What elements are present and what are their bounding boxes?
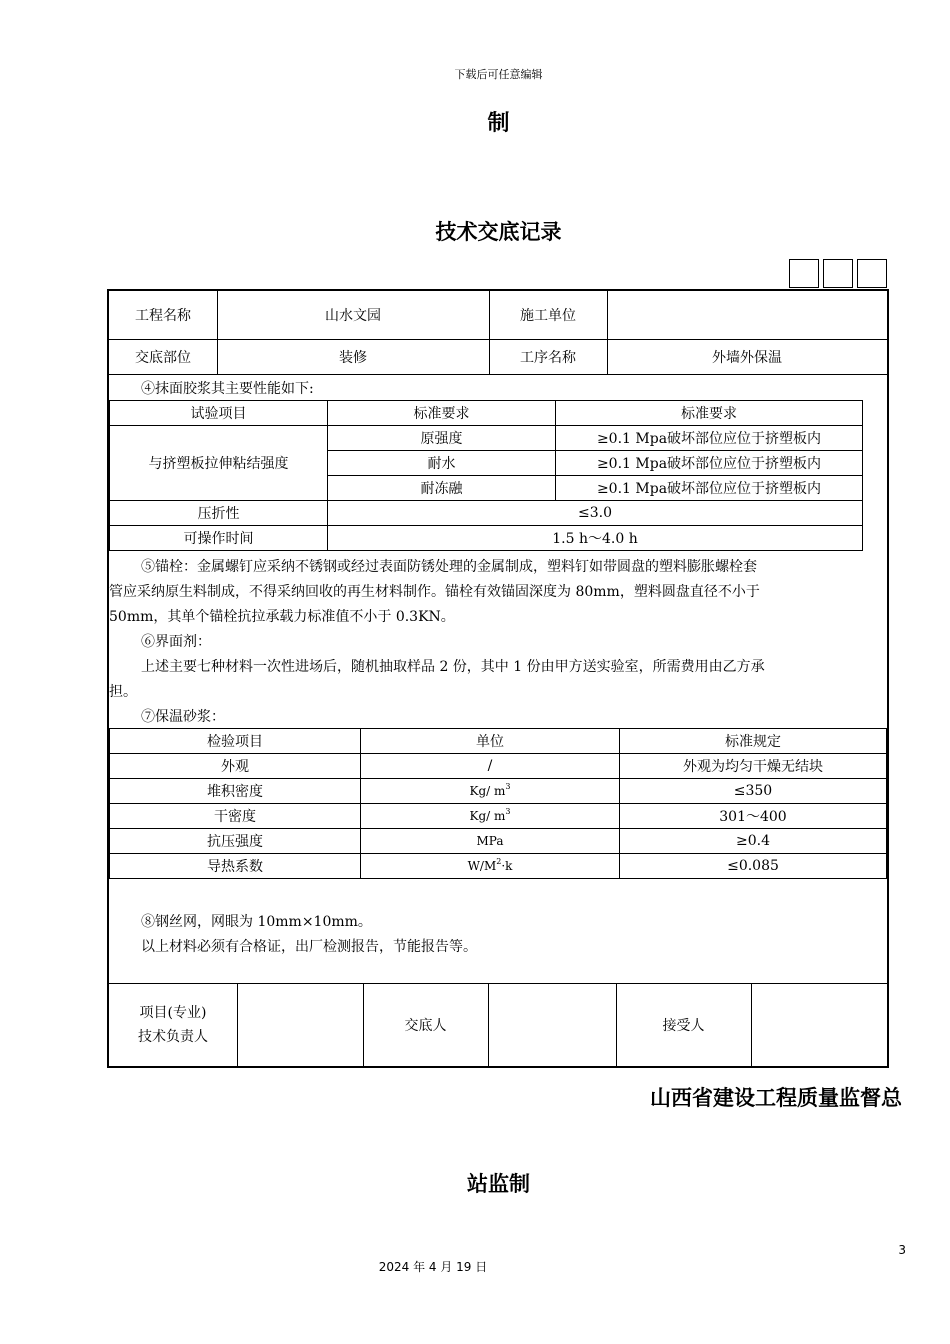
unit: / [361, 754, 620, 779]
contractor-value [607, 291, 887, 339]
number-box [857, 259, 887, 288]
standard: ≥0.4 [620, 829, 887, 854]
tech-lead-label [109, 984, 237, 1066]
receiver-label: 接受人 [662, 1018, 705, 1034]
col-header: 单位 [361, 729, 620, 754]
page-number: 3 [898, 1243, 906, 1257]
divider [217, 291, 218, 374]
title-fragment: 制 [487, 111, 510, 136]
unit-text: Kg/ m [469, 809, 506, 823]
number-box [789, 259, 819, 288]
col-header: 试验项目 [110, 401, 328, 426]
item-label: 可操作时间 [110, 526, 328, 551]
number-boxes [789, 259, 891, 289]
sub-item: 原强度 [328, 426, 556, 451]
project-name-value: 山水文园 [325, 308, 381, 324]
divider [109, 374, 887, 375]
discloser-label: 交底人 [404, 1018, 447, 1034]
requirement: ≥0.1 Mpa破坏部位应位于挤塑板内 [556, 426, 863, 451]
requirement: ≥0.1 Mpa破坏部位应位于挤塑板内 [556, 451, 863, 476]
tech-lead-line: 项目(专业) [139, 1005, 207, 1021]
test-item: 抗压强度 [110, 829, 361, 854]
sub-item: 耐水 [328, 451, 556, 476]
unit-text: W/M [467, 859, 497, 873]
tech-lead-signature[interactable] [237, 984, 363, 1066]
part-value: 装修 [339, 350, 367, 366]
section5-line: 管应采纳原生料制成，不得采纳回收的再生材料制作。锚栓有效锚固深度为 80mm，塑料圆盘直径不小于 [109, 584, 760, 600]
col-header: 检验项目 [110, 729, 361, 754]
part-label: 交底部位 [135, 350, 191, 366]
header-note: 下载后可任意编辑 [454, 68, 543, 81]
section6-heading: ⑥界面剂： [141, 634, 211, 650]
requirement: ≥0.1 Mpa破坏部位应位于挤塑板内 [556, 476, 863, 501]
project-name-label: 工程名称 [135, 308, 191, 324]
test-item: 干密度 [110, 804, 361, 829]
sub-item: 耐冻融 [328, 476, 556, 501]
contractor-label: 施工单位 [520, 308, 576, 324]
unit-text: Kg/ m [469, 784, 506, 798]
divider [607, 291, 608, 374]
standard: 外观为均匀干燥无结块 [620, 754, 887, 779]
process-label: 工序名称 [520, 350, 576, 366]
unit-exponent: 2 [496, 857, 502, 866]
discloser-signature[interactable] [488, 984, 616, 1066]
process-value: 外墙外保温 [712, 350, 782, 366]
unit-exponent: 3 [505, 807, 511, 816]
standard: 301～400 [620, 804, 887, 829]
organization-line: 站监制 [467, 1172, 530, 1196]
disclosure-record-table [107, 289, 889, 1068]
test-item: 外观 [110, 754, 361, 779]
section8-line: ⑧钢丝网，网眼为 10mm×10mm。 [141, 914, 372, 930]
divider [489, 291, 490, 374]
receiver-signature[interactable] [751, 984, 887, 1066]
section8-line: 以上材料必须有合格证，出厂检测报告，节能报告等。 [141, 939, 477, 955]
unit-tail: ·k [501, 859, 513, 873]
section4-heading: ④抹面胶浆其主要性能如下: [141, 381, 314, 397]
tech-lead-line: 技术负责人 [138, 1029, 208, 1045]
item-value: 1.5 h～4.0 h [328, 526, 863, 551]
section6-line: 上述主要七种材料一次性进场后，随机抽取样品 2 份，其中 1 份由甲方送实验室，所需费用由乙方承 [141, 659, 765, 675]
col-header: 标准要求 [328, 401, 556, 426]
unit-exponent: 3 [505, 782, 511, 791]
unit [361, 779, 620, 804]
unit: MPa [361, 829, 620, 854]
insulation-mortar-table [109, 728, 887, 879]
section6-line: 担。 [109, 684, 137, 700]
organization-line: 山西省建设工程质量监督总 [650, 1086, 902, 1110]
item-value: ≤3.0 [328, 501, 863, 526]
mortar-properties-table [109, 400, 863, 551]
item-label: 压折性 [110, 501, 328, 526]
test-item: 堆积密度 [110, 779, 361, 804]
section5-line: ⑤锚栓：金属螺钉应采纳不锈钢或经过表面防锈处理的金属制成，塑料钉如带圆盘的塑料膨胀螺栓套 [141, 559, 757, 575]
page-title: 技术交底记录 [435, 220, 562, 244]
col-header: 标准要求 [556, 401, 863, 426]
number-box [823, 259, 853, 288]
document-date: 2024 年 4 月 19 日 [378, 1260, 488, 1274]
col-header: 标准规定 [620, 729, 887, 754]
group-label: 与挤塑板拉伸粘结强度 [110, 426, 328, 501]
section5-line: 50mm，其单个锚栓抗拉承载力标准值不小于 0.3KN。 [109, 609, 455, 625]
standard: ≤0.085 [620, 854, 887, 879]
unit [361, 854, 620, 879]
test-item: 导热系数 [110, 854, 361, 879]
standard: ≤350 [620, 779, 887, 804]
section7-heading: ⑦保温砂浆： [141, 709, 225, 725]
unit [361, 804, 620, 829]
